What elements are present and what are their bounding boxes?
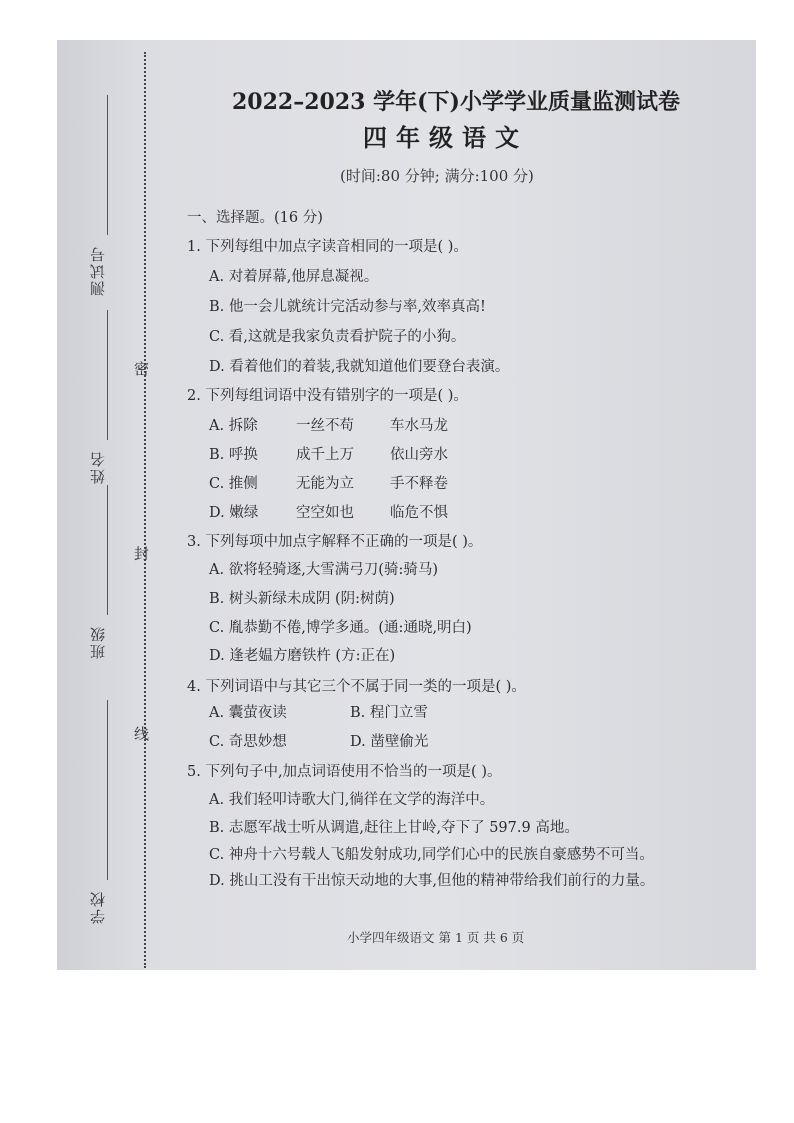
question-1-option-c: C. 看,这就是我家负责看护院子的小狗。 (209, 329, 466, 345)
option-word: 手不释卷 (390, 476, 448, 492)
seal-char-xian: 线 (134, 725, 150, 743)
option-d: D. 凿壁偷光 (350, 734, 429, 750)
exam-sheet (57, 40, 756, 970)
question-5-option-a: A. 我们轻叩诗歌大门,徜徉在文学的海洋中。 (209, 792, 495, 808)
option-word: 临危不惧 (390, 505, 448, 521)
option-word: 成千上万 (296, 447, 354, 463)
option-word: 车水马龙 (390, 418, 448, 434)
option-c: C. 奇思妙想 (209, 734, 287, 750)
question-1-stem: 1. 下列每组中加点字读音相同的一项是( )。 (187, 239, 468, 255)
exam-info: (时间:80 分钟; 满分:100 分) (340, 167, 534, 185)
question-2-stem: 2. 下列每组词语中没有错别字的一项是( )。 (187, 388, 468, 404)
question-3-stem: 3. 下列每项中加点字解释不正确的一项是( )。 (187, 534, 483, 550)
option-label: C. 推侧 (209, 476, 258, 492)
question-5-option-d: D. 挑山工没有干出惊天动地的大事,但他的精神带给我们前行的力量。 (209, 873, 655, 889)
class-label: 班级 (89, 625, 107, 659)
question-1-option-b: B. 他一会儿就统计完活动参与率,效率真高! (209, 299, 486, 315)
question-3-option-b: B. 树头新绿未成阴 (阴:树荫) (209, 591, 395, 607)
option-label: B. 呼换 (209, 447, 258, 463)
seal-dotted-line (144, 52, 146, 968)
question-3-option-a: A. 欲将轻骑逐,大雪满弓刀(骑:骑马) (209, 562, 438, 578)
option-label: D. 嫩绿 (209, 505, 259, 521)
option-word: 无能为立 (296, 476, 354, 492)
school-blank (107, 700, 108, 880)
question-3-option-c: C. 胤恭勤不倦,博学多通。(通:通晓,明白) (209, 620, 472, 636)
question-4-stem: 4. 下列词语中与其它三个不属于同一类的一项是( )。 (187, 679, 526, 695)
class-blank (107, 485, 108, 615)
option-word: 依山旁水 (390, 447, 448, 463)
name-label: 姓名 (89, 450, 107, 484)
section-heading: 一、选择题。(16 分) (187, 210, 323, 226)
name-blank (107, 310, 108, 440)
question-1-option-d: D. 看着他们的着装,我就知道他们要登台表演。 (209, 359, 510, 375)
question-3-option-d: D. 逢老媪方磨铁杵 (方:正在) (209, 648, 396, 664)
exam-subtitle: 四年级语文 (363, 123, 528, 152)
option-word: 一丝不苟 (296, 418, 354, 434)
option-label: A. 拆除 (209, 418, 258, 434)
seal-char-mi: 密 (134, 360, 150, 378)
school-label: 学校 (89, 890, 107, 924)
seal-char-feng: 封 (134, 545, 150, 563)
page-footer: 小学四年级语文 第 1 页 共 6 页 (347, 930, 525, 945)
option-a: A. 囊萤夜读 (209, 705, 287, 721)
question-5-option-c: C. 神舟十六号载人飞船发射成功,同学们心中的民族自豪感势不可当。 (209, 847, 654, 863)
question-5-stem: 5. 下列句子中,加点词语使用不恰当的一项是( )。 (187, 764, 502, 780)
question-1-option-a: A. 对着屏幕,他屏息凝视。 (209, 269, 379, 285)
option-b: B. 程门立雪 (350, 705, 428, 721)
option-word: 空空如也 (296, 505, 354, 521)
question-5-option-b: B. 志愿军战士听从调遣,赶往上甘岭,夺下了 597.9 高地。 (209, 820, 579, 836)
exam-number-label: 测试号 (89, 245, 107, 296)
exam-title: 2022–2023 学年(下)小学学业质量监测试卷 (232, 89, 680, 115)
exam-number-blank (107, 95, 108, 235)
